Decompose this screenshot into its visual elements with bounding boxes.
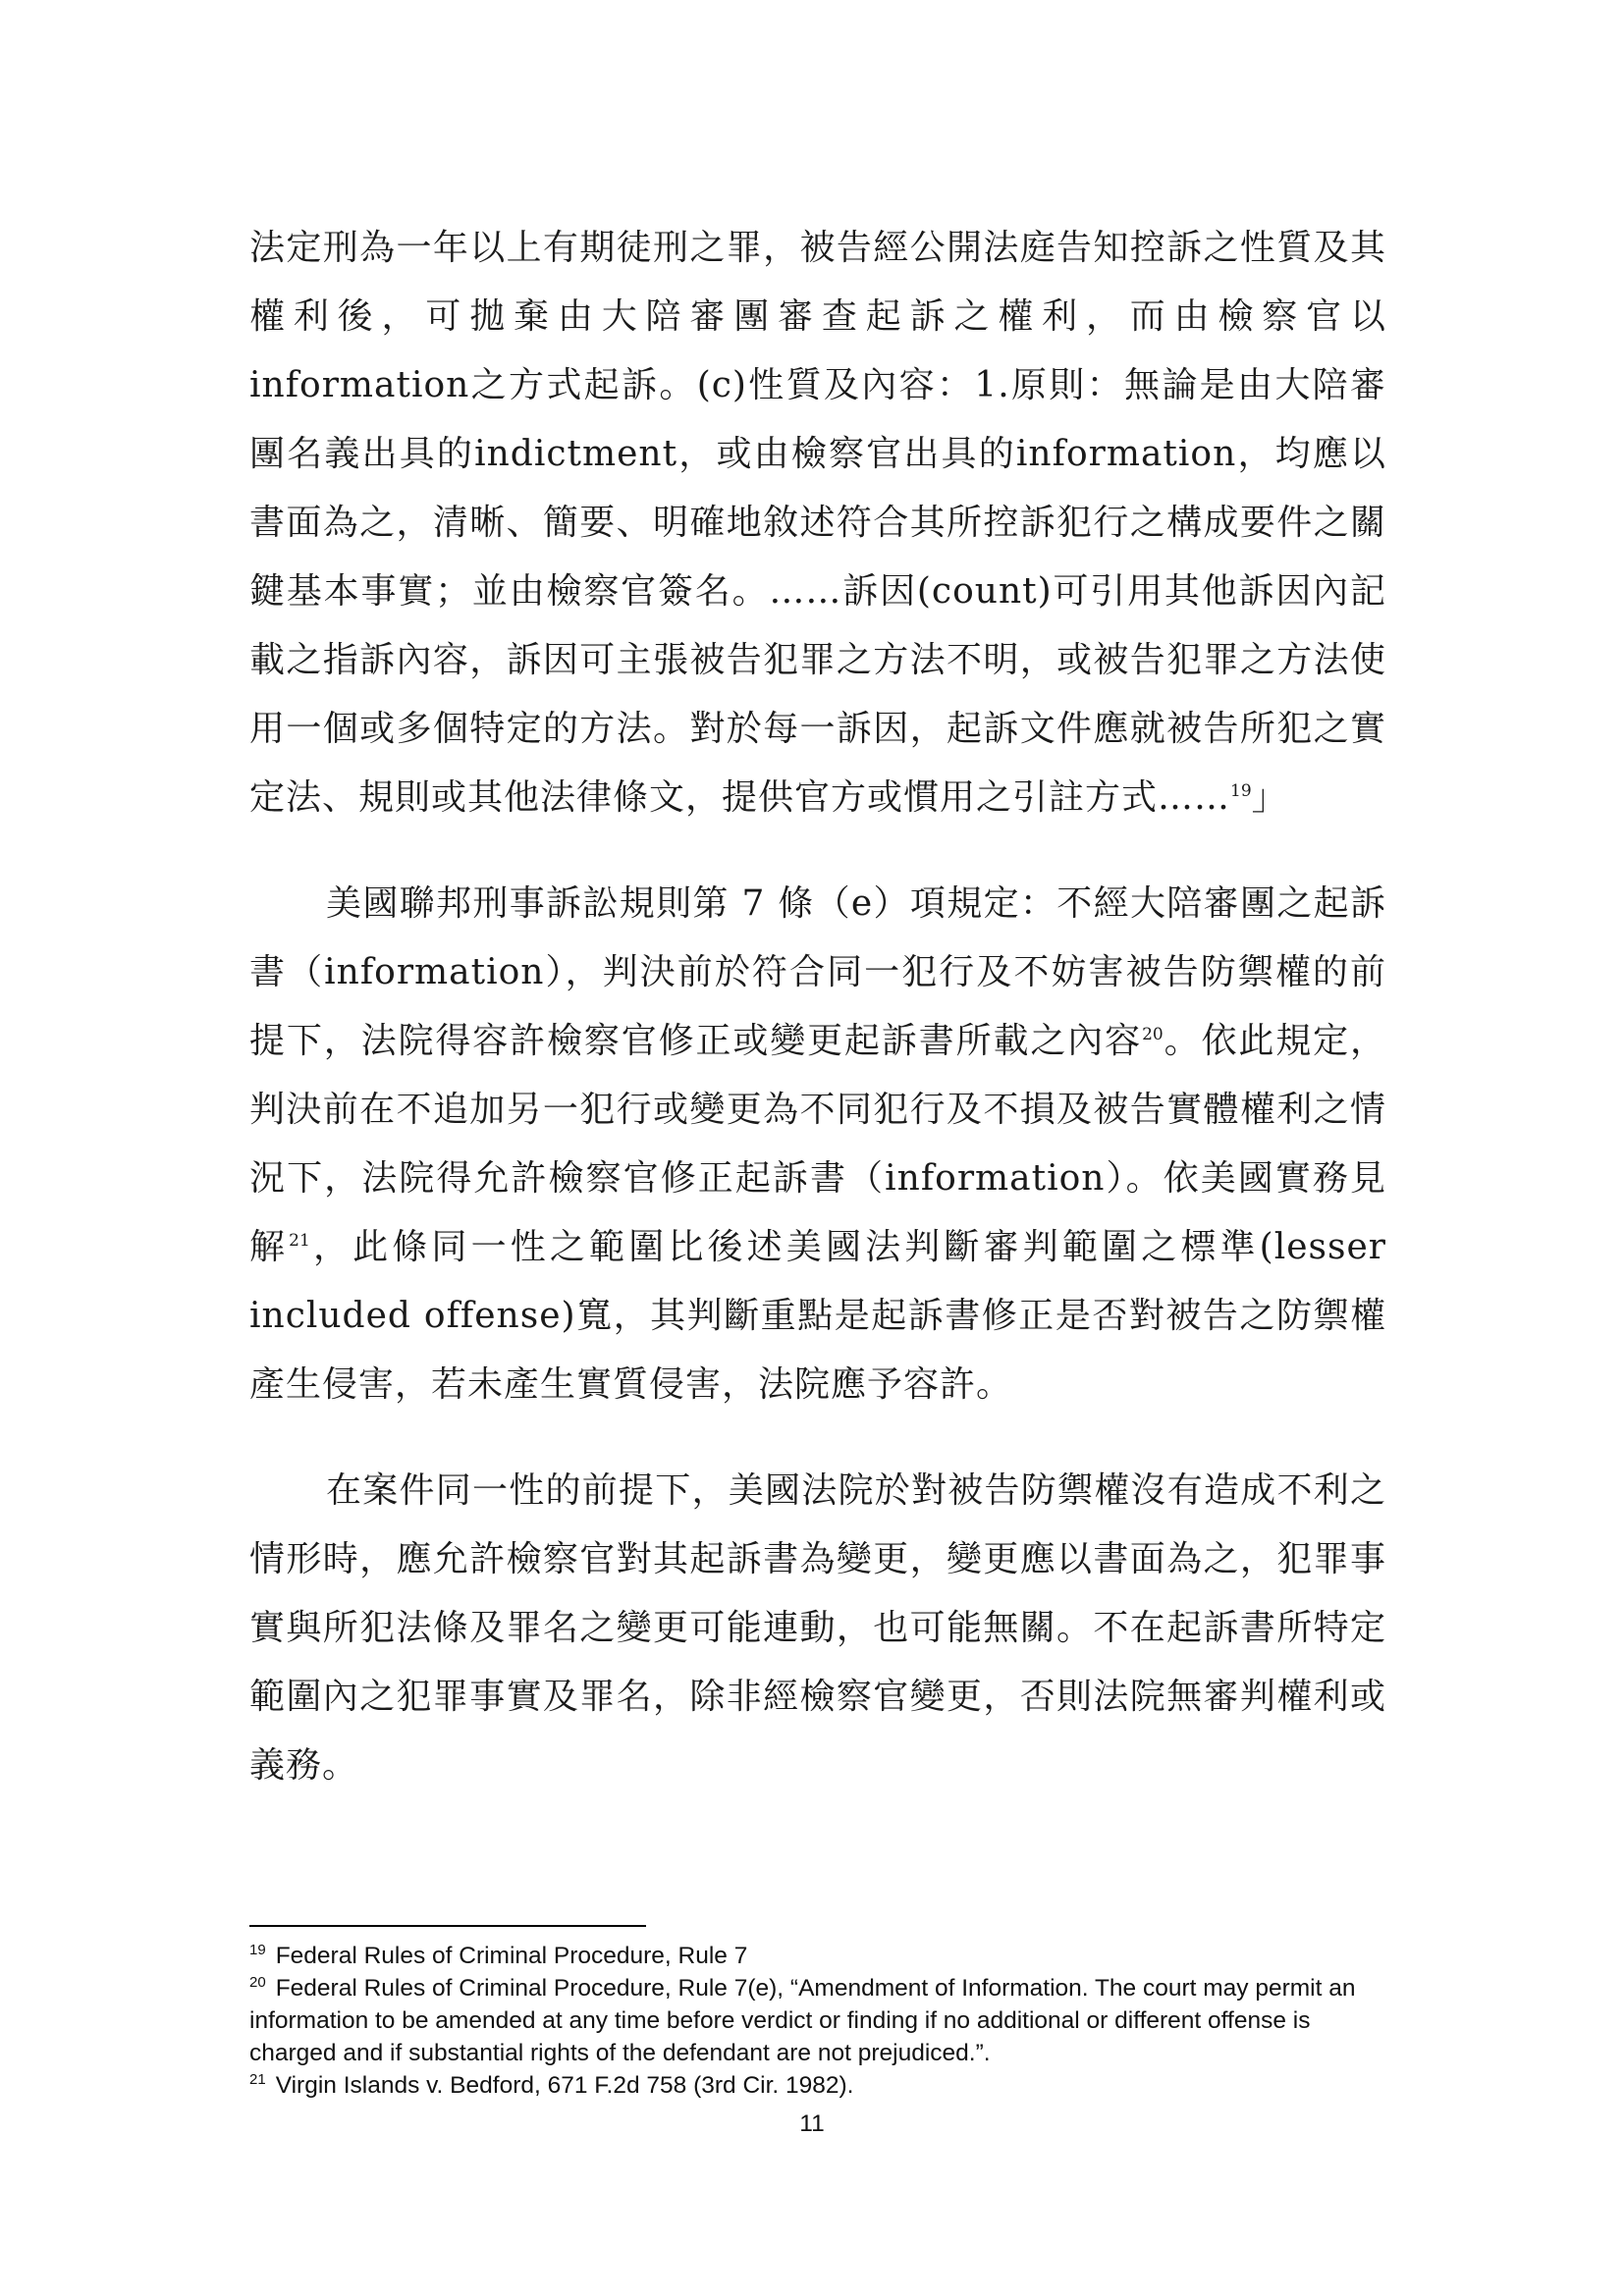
paragraph-text: ，此條同一性之範圍比後述美國法判斷審判範圍之標準(lesser included offense)寬，其判斷重點是起訴書修正是否對被告之防禦權產生侵害，若未產生實質侵害，法院應予容許。 (249, 1227, 1386, 1405)
footnote-20 (249, 1972, 1388, 2069)
paragraph-text: 法定刑為一年以上有期徒刑之罪，被告經公開法庭告知控訴之性質及其權利後，可拋棄由大陪審團審查起訴之權利，而由檢察官以information之方式起訴。(c)性質及內容：1.原則：無論是由大陪審團名義出具的indictment，或由檢察官出具的information，均應以書面為之，清晰、簡要、明確地敘述符合其所控訴犯行之構成要件之關鍵基本事實；並由檢察官簽名。……訴因(count)可引用其他訴因內記載之指訴內容，訴因可主張被告犯罪之方法不明，或被告犯罪之方法使用一個或多個特定的方法。對於每一訴因，起訴文件應就被告所犯之實定法、規則或其他法律條文，提供官方或慣用之引註方式…… (249, 228, 1386, 818)
footnote-19 (249, 1940, 1388, 1972)
footnote-ref-20[interactable]: 20 (1142, 1025, 1164, 1044)
page-number: 11 (799, 2110, 825, 2137)
footnote-number: 20 (249, 1973, 266, 1991)
paragraph-text: 美國聯邦刑事訴訟規則第 7 條（e）項規定：不經大陪審團之起訴書（information），判決前於符合同一犯行及不妨害被告防禦權的前提下，法院得容許檢察官修正或變更起訴書所載之內容 (249, 883, 1386, 1061)
paragraph-text: 」 (1251, 777, 1288, 818)
body-text (249, 214, 1386, 1838)
paragraph-text: 。依此規定，判決前在不追加另一犯行或變更為不同犯行及不損及被告實體權利之情況下，法院得允許檢察官修正起訴書（information）。依美國實務見解 (249, 1021, 1386, 1267)
paragraph-3 (249, 1457, 1386, 1800)
paragraph-text: 在案件同一性的前提下，美國法院於對被告防禦權沒有造成不利之情形時，應允許檢察官對其起訴書為變更，變更應以書面為之，犯罪事實與所犯法條及罪名之變更可能連動，也可能無關。不在起訴書所特定範圍內之犯罪事實及罪名，除非經檢察官變更，否則法院無審判權利或義務。 (249, 1470, 1386, 1786)
footnote-separator (249, 1925, 646, 1927)
footnote-text: Federal Rules of Criminal Procedure, Rule 7(e), “Amendment of Information. The court may permit an information to be amended at any time before verdict or finding if no additional or different offense is charged and if substantial rights of the defendant are not prejudiced.”. (249, 1975, 1356, 2066)
paragraph-1 (249, 214, 1386, 832)
paragraph-2 (249, 870, 1386, 1419)
footnote-text: Federal Rules of Criminal Procedure, Rule 7 (275, 1943, 748, 1969)
footnote-ref-19[interactable]: 19 (1230, 781, 1252, 801)
footnote-21 (249, 2069, 1388, 2102)
footnote-number: 19 (249, 1941, 266, 1958)
footnote-ref-21[interactable]: 21 (289, 1231, 310, 1251)
footnote-text: Virgin Islands v. Bedford, 671 F.2d 758 (3rd Cir. 1982). (275, 2072, 854, 2099)
footnote-number: 21 (249, 2070, 266, 2088)
footnotes (249, 1940, 1388, 2102)
